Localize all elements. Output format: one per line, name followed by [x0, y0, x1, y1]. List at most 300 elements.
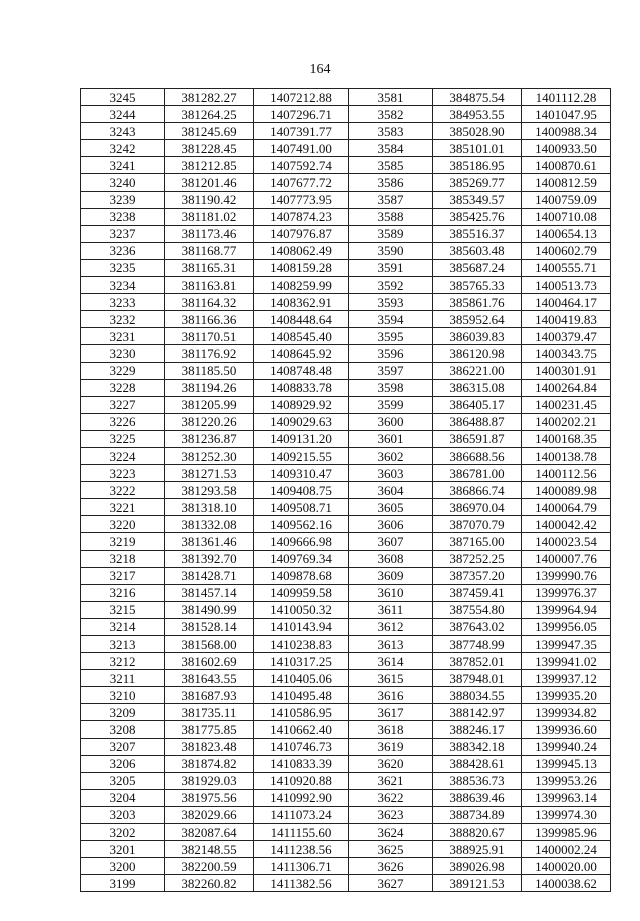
point-number-right-cell: 3586 — [349, 174, 433, 191]
y-coordinate-left-cell: 1408748.48 — [254, 362, 349, 379]
x-coordinate-left-cell: 381181.02 — [165, 208, 254, 225]
table-row — [81, 413, 611, 430]
table-row — [81, 841, 611, 858]
point-number-left-cell: 3199 — [81, 875, 165, 892]
y-coordinate-left-cell: 1408259.99 — [254, 277, 349, 294]
y-coordinate-right-cell: 1399947.35 — [522, 636, 611, 653]
point-number-left-cell: 3213 — [81, 636, 165, 653]
coordinates-table — [80, 88, 611, 892]
x-coordinate-left-cell: 381166.36 — [165, 311, 254, 328]
x-coordinate-right-cell: 388246.17 — [433, 721, 522, 738]
table-row — [81, 140, 611, 157]
y-coordinate-right-cell: 1400710.08 — [522, 208, 611, 225]
table-row — [81, 806, 611, 823]
point-number-left-cell: 3227 — [81, 396, 165, 413]
x-coordinate-right-cell: 386405.17 — [433, 396, 522, 413]
point-number-left-cell: 3210 — [81, 687, 165, 704]
table-row — [81, 430, 611, 447]
point-number-right-cell: 3614 — [349, 653, 433, 670]
point-number-left-cell: 3239 — [81, 191, 165, 208]
x-coordinate-right-cell: 388639.46 — [433, 789, 522, 806]
point-number-right-cell: 3606 — [349, 516, 433, 533]
point-number-left-cell: 3204 — [81, 789, 165, 806]
table-row — [81, 875, 611, 892]
x-coordinate-right-cell: 388734.89 — [433, 806, 522, 823]
table-row — [81, 174, 611, 191]
x-coordinate-left-cell: 381173.46 — [165, 225, 254, 242]
point-number-right-cell: 3627 — [349, 875, 433, 892]
y-coordinate-left-cell: 1411073.24 — [254, 806, 349, 823]
y-coordinate-right-cell: 1400064.79 — [522, 499, 611, 516]
y-coordinate-left-cell: 1409029.63 — [254, 413, 349, 430]
x-coordinate-left-cell: 382087.64 — [165, 824, 254, 841]
x-coordinate-left-cell: 381228.45 — [165, 140, 254, 157]
x-coordinate-right-cell: 386315.08 — [433, 379, 522, 396]
point-number-left-cell: 3218 — [81, 550, 165, 567]
point-number-right-cell: 3598 — [349, 379, 433, 396]
y-coordinate-right-cell: 1400870.61 — [522, 157, 611, 174]
x-coordinate-left-cell: 382200.59 — [165, 858, 254, 875]
point-number-right-cell: 3615 — [349, 670, 433, 687]
y-coordinate-left-cell: 1407773.95 — [254, 191, 349, 208]
x-coordinate-right-cell: 386488.87 — [433, 413, 522, 430]
y-coordinate-right-cell: 1399945.13 — [522, 755, 611, 772]
y-coordinate-left-cell: 1410833.39 — [254, 755, 349, 772]
point-number-right-cell: 3618 — [349, 721, 433, 738]
y-coordinate-right-cell: 1400042.42 — [522, 516, 611, 533]
table-row — [81, 499, 611, 516]
x-coordinate-left-cell: 382260.82 — [165, 875, 254, 892]
y-coordinate-left-cell: 1409878.68 — [254, 567, 349, 584]
table-row — [81, 106, 611, 123]
y-coordinate-right-cell: 1399956.05 — [522, 618, 611, 635]
x-coordinate-left-cell: 381176.92 — [165, 345, 254, 362]
y-coordinate-left-cell: 1407212.88 — [254, 89, 349, 106]
x-coordinate-left-cell: 381165.31 — [165, 259, 254, 276]
x-coordinate-left-cell: 381361.46 — [165, 533, 254, 550]
table-row — [81, 362, 611, 379]
table-row — [81, 824, 611, 841]
table-row — [81, 379, 611, 396]
point-number-right-cell: 3613 — [349, 636, 433, 653]
table-row — [81, 567, 611, 584]
point-number-right-cell: 3621 — [349, 772, 433, 789]
x-coordinate-right-cell: 386039.83 — [433, 328, 522, 345]
y-coordinate-left-cell: 1408645.92 — [254, 345, 349, 362]
x-coordinate-left-cell: 381168.77 — [165, 242, 254, 259]
point-number-left-cell: 3245 — [81, 89, 165, 106]
x-coordinate-right-cell: 385425.76 — [433, 208, 522, 225]
y-coordinate-left-cell: 1410746.73 — [254, 738, 349, 755]
y-coordinate-left-cell: 1409310.47 — [254, 465, 349, 482]
x-coordinate-right-cell: 388034.55 — [433, 687, 522, 704]
table-row — [81, 584, 611, 601]
y-coordinate-right-cell: 1400419.83 — [522, 311, 611, 328]
point-number-right-cell: 3624 — [349, 824, 433, 841]
y-coordinate-left-cell: 1408448.64 — [254, 311, 349, 328]
point-number-left-cell: 3207 — [81, 738, 165, 755]
point-number-left-cell: 3220 — [81, 516, 165, 533]
y-coordinate-right-cell: 1400231.45 — [522, 396, 611, 413]
x-coordinate-left-cell: 381293.58 — [165, 482, 254, 499]
y-coordinate-right-cell: 1400602.79 — [522, 242, 611, 259]
y-coordinate-left-cell: 1408362.91 — [254, 294, 349, 311]
x-coordinate-right-cell: 386688.56 — [433, 447, 522, 464]
y-coordinate-left-cell: 1409215.55 — [254, 447, 349, 464]
table-row — [81, 482, 611, 499]
x-coordinate-right-cell: 385516.37 — [433, 225, 522, 242]
x-coordinate-right-cell: 385765.33 — [433, 277, 522, 294]
point-number-left-cell: 3217 — [81, 567, 165, 584]
y-coordinate-left-cell: 1411238.56 — [254, 841, 349, 858]
point-number-left-cell: 3214 — [81, 618, 165, 635]
point-number-left-cell: 3222 — [81, 482, 165, 499]
x-coordinate-left-cell: 381201.46 — [165, 174, 254, 191]
point-number-left-cell: 3226 — [81, 413, 165, 430]
x-coordinate-left-cell: 381735.11 — [165, 704, 254, 721]
point-number-left-cell: 3225 — [81, 430, 165, 447]
x-coordinate-left-cell: 381602.69 — [165, 653, 254, 670]
y-coordinate-left-cell: 1411155.60 — [254, 824, 349, 841]
point-number-left-cell: 3200 — [81, 858, 165, 875]
y-coordinate-left-cell: 1409959.58 — [254, 584, 349, 601]
point-number-right-cell: 3581 — [349, 89, 433, 106]
point-number-right-cell: 3602 — [349, 447, 433, 464]
x-coordinate-right-cell: 385349.57 — [433, 191, 522, 208]
table-row — [81, 225, 611, 242]
y-coordinate-right-cell: 1400759.09 — [522, 191, 611, 208]
x-coordinate-left-cell: 381775.85 — [165, 721, 254, 738]
table-row — [81, 636, 611, 653]
x-coordinate-right-cell: 387165.00 — [433, 533, 522, 550]
table-row — [81, 738, 611, 755]
point-number-right-cell: 3623 — [349, 806, 433, 823]
x-coordinate-right-cell: 386120.98 — [433, 345, 522, 362]
x-coordinate-right-cell: 387852.01 — [433, 653, 522, 670]
table-row — [81, 242, 611, 259]
x-coordinate-left-cell: 381271.53 — [165, 465, 254, 482]
table-row — [81, 601, 611, 618]
x-coordinate-left-cell: 381185.50 — [165, 362, 254, 379]
x-coordinate-right-cell: 384875.54 — [433, 89, 522, 106]
y-coordinate-right-cell: 1401047.95 — [522, 106, 611, 123]
point-number-right-cell: 3588 — [349, 208, 433, 225]
point-number-left-cell: 3215 — [81, 601, 165, 618]
point-number-left-cell: 3241 — [81, 157, 165, 174]
y-coordinate-right-cell: 1399985.96 — [522, 824, 611, 841]
point-number-left-cell: 3234 — [81, 277, 165, 294]
point-number-left-cell: 3235 — [81, 259, 165, 276]
y-coordinate-right-cell: 1400264.84 — [522, 379, 611, 396]
table-row — [81, 516, 611, 533]
table-row — [81, 858, 611, 875]
y-coordinate-right-cell: 1400007.76 — [522, 550, 611, 567]
coordinates-table-body — [81, 89, 611, 892]
point-number-right-cell: 3600 — [349, 413, 433, 430]
x-coordinate-right-cell: 387643.02 — [433, 618, 522, 635]
point-number-right-cell: 3607 — [349, 533, 433, 550]
point-number-right-cell: 3619 — [349, 738, 433, 755]
point-number-left-cell: 3237 — [81, 225, 165, 242]
y-coordinate-right-cell: 1399937.12 — [522, 670, 611, 687]
x-coordinate-left-cell: 381194.26 — [165, 379, 254, 396]
x-coordinate-left-cell: 381282.27 — [165, 89, 254, 106]
x-coordinate-right-cell: 387070.79 — [433, 516, 522, 533]
y-coordinate-left-cell: 1408545.40 — [254, 328, 349, 345]
y-coordinate-left-cell: 1409131.20 — [254, 430, 349, 447]
point-number-left-cell: 3221 — [81, 499, 165, 516]
x-coordinate-left-cell: 381236.87 — [165, 430, 254, 447]
x-coordinate-right-cell: 388428.61 — [433, 755, 522, 772]
y-coordinate-left-cell: 1407296.71 — [254, 106, 349, 123]
table-row — [81, 653, 611, 670]
table-row — [81, 396, 611, 413]
y-coordinate-right-cell: 1400812.59 — [522, 174, 611, 191]
y-coordinate-left-cell: 1411382.56 — [254, 875, 349, 892]
point-number-left-cell: 3244 — [81, 106, 165, 123]
y-coordinate-right-cell: 1400089.98 — [522, 482, 611, 499]
y-coordinate-right-cell: 1399941.02 — [522, 653, 611, 670]
point-number-right-cell: 3590 — [349, 242, 433, 259]
table-row — [81, 345, 611, 362]
x-coordinate-right-cell: 386221.00 — [433, 362, 522, 379]
table-row — [81, 789, 611, 806]
point-number-left-cell: 3228 — [81, 379, 165, 396]
x-coordinate-left-cell: 381392.70 — [165, 550, 254, 567]
y-coordinate-right-cell: 1401112.28 — [522, 89, 611, 106]
x-coordinate-left-cell: 381457.14 — [165, 584, 254, 601]
y-coordinate-left-cell: 1408929.92 — [254, 396, 349, 413]
x-coordinate-left-cell: 381252.30 — [165, 447, 254, 464]
y-coordinate-right-cell: 1400301.91 — [522, 362, 611, 379]
x-coordinate-right-cell: 387948.01 — [433, 670, 522, 687]
x-coordinate-right-cell: 388820.67 — [433, 824, 522, 841]
point-number-left-cell: 3202 — [81, 824, 165, 841]
y-coordinate-right-cell: 1399940.24 — [522, 738, 611, 755]
point-number-left-cell: 3216 — [81, 584, 165, 601]
y-coordinate-right-cell: 1400654.13 — [522, 225, 611, 242]
x-coordinate-right-cell: 387554.80 — [433, 601, 522, 618]
y-coordinate-right-cell: 1399936.60 — [522, 721, 611, 738]
y-coordinate-right-cell: 1400038.62 — [522, 875, 611, 892]
y-coordinate-right-cell: 1400202.21 — [522, 413, 611, 430]
y-coordinate-left-cell: 1410495.48 — [254, 687, 349, 704]
point-number-right-cell: 3603 — [349, 465, 433, 482]
point-number-right-cell: 3593 — [349, 294, 433, 311]
y-coordinate-right-cell: 1400513.73 — [522, 277, 611, 294]
x-coordinate-right-cell: 388536.73 — [433, 772, 522, 789]
x-coordinate-left-cell: 381643.55 — [165, 670, 254, 687]
point-number-right-cell: 3591 — [349, 259, 433, 276]
point-number-left-cell: 3243 — [81, 123, 165, 140]
x-coordinate-left-cell: 381332.08 — [165, 516, 254, 533]
table-row — [81, 687, 611, 704]
point-number-left-cell: 3232 — [81, 311, 165, 328]
table-row — [81, 208, 611, 225]
x-coordinate-right-cell: 385687.24 — [433, 259, 522, 276]
y-coordinate-left-cell: 1409562.16 — [254, 516, 349, 533]
point-number-left-cell: 3238 — [81, 208, 165, 225]
y-coordinate-right-cell: 1400002.24 — [522, 841, 611, 858]
x-coordinate-left-cell: 382029.66 — [165, 806, 254, 823]
point-number-right-cell: 3601 — [349, 430, 433, 447]
y-coordinate-right-cell: 1399953.26 — [522, 772, 611, 789]
point-number-right-cell: 3609 — [349, 567, 433, 584]
y-coordinate-left-cell: 1407491.00 — [254, 140, 349, 157]
table-row — [81, 618, 611, 635]
y-coordinate-left-cell: 1408159.28 — [254, 259, 349, 276]
y-coordinate-right-cell: 1400464.17 — [522, 294, 611, 311]
y-coordinate-left-cell: 1410586.95 — [254, 704, 349, 721]
x-coordinate-left-cell: 381212.85 — [165, 157, 254, 174]
point-number-left-cell: 3208 — [81, 721, 165, 738]
point-number-right-cell: 3595 — [349, 328, 433, 345]
x-coordinate-right-cell: 385861.76 — [433, 294, 522, 311]
y-coordinate-left-cell: 1410920.88 — [254, 772, 349, 789]
point-number-right-cell: 3584 — [349, 140, 433, 157]
y-coordinate-left-cell: 1407976.87 — [254, 225, 349, 242]
x-coordinate-right-cell: 385028.90 — [433, 123, 522, 140]
x-coordinate-left-cell: 381568.00 — [165, 636, 254, 653]
y-coordinate-right-cell: 1399934.82 — [522, 704, 611, 721]
x-coordinate-left-cell: 381687.93 — [165, 687, 254, 704]
y-coordinate-left-cell: 1408833.78 — [254, 379, 349, 396]
point-number-right-cell: 3592 — [349, 277, 433, 294]
point-number-left-cell: 3223 — [81, 465, 165, 482]
y-coordinate-left-cell: 1410992.90 — [254, 789, 349, 806]
x-coordinate-left-cell: 381318.10 — [165, 499, 254, 516]
table-row — [81, 294, 611, 311]
table-row — [81, 704, 611, 721]
x-coordinate-right-cell: 389121.53 — [433, 875, 522, 892]
y-coordinate-right-cell: 1400112.56 — [522, 465, 611, 482]
point-number-left-cell: 3206 — [81, 755, 165, 772]
table-row — [81, 157, 611, 174]
y-coordinate-right-cell: 1399990.76 — [522, 567, 611, 584]
point-number-left-cell: 3224 — [81, 447, 165, 464]
table-row — [81, 328, 611, 345]
x-coordinate-right-cell: 385269.77 — [433, 174, 522, 191]
x-coordinate-left-cell: 382148.55 — [165, 841, 254, 858]
x-coordinate-right-cell: 388925.91 — [433, 841, 522, 858]
point-number-left-cell: 3201 — [81, 841, 165, 858]
y-coordinate-left-cell: 1409666.98 — [254, 533, 349, 550]
y-coordinate-right-cell: 1400379.47 — [522, 328, 611, 345]
point-number-right-cell: 3583 — [349, 123, 433, 140]
y-coordinate-left-cell: 1409408.75 — [254, 482, 349, 499]
table-row — [81, 772, 611, 789]
y-coordinate-left-cell: 1410050.32 — [254, 601, 349, 618]
y-coordinate-right-cell: 1400020.00 — [522, 858, 611, 875]
x-coordinate-right-cell: 385101.01 — [433, 140, 522, 157]
x-coordinate-left-cell: 381823.48 — [165, 738, 254, 755]
table-row — [81, 550, 611, 567]
point-number-left-cell: 3229 — [81, 362, 165, 379]
table-row — [81, 533, 611, 550]
table-row — [81, 311, 611, 328]
point-number-right-cell: 3611 — [349, 601, 433, 618]
x-coordinate-left-cell: 381428.71 — [165, 567, 254, 584]
y-coordinate-right-cell: 1399976.37 — [522, 584, 611, 601]
table-row — [81, 191, 611, 208]
x-coordinate-right-cell: 385952.64 — [433, 311, 522, 328]
x-coordinate-left-cell: 381874.82 — [165, 755, 254, 772]
point-number-right-cell: 3587 — [349, 191, 433, 208]
x-coordinate-left-cell: 381163.81 — [165, 277, 254, 294]
y-coordinate-right-cell: 1400168.35 — [522, 430, 611, 447]
x-coordinate-right-cell: 387748.99 — [433, 636, 522, 653]
table-row — [81, 89, 611, 106]
x-coordinate-left-cell: 381170.51 — [165, 328, 254, 345]
point-number-right-cell: 3620 — [349, 755, 433, 772]
point-number-right-cell: 3596 — [349, 345, 433, 362]
x-coordinate-left-cell: 381205.99 — [165, 396, 254, 413]
y-coordinate-left-cell: 1408062.49 — [254, 242, 349, 259]
point-number-right-cell: 3610 — [349, 584, 433, 601]
point-number-right-cell: 3622 — [349, 789, 433, 806]
point-number-right-cell: 3585 — [349, 157, 433, 174]
point-number-right-cell: 3626 — [349, 858, 433, 875]
x-coordinate-right-cell: 385603.48 — [433, 242, 522, 259]
point-number-left-cell: 3240 — [81, 174, 165, 191]
y-coordinate-left-cell: 1410238.83 — [254, 636, 349, 653]
y-coordinate-left-cell: 1410405.06 — [254, 670, 349, 687]
point-number-left-cell: 3209 — [81, 704, 165, 721]
point-number-right-cell: 3594 — [349, 311, 433, 328]
x-coordinate-left-cell: 381490.99 — [165, 601, 254, 618]
y-coordinate-left-cell: 1410143.94 — [254, 618, 349, 635]
x-coordinate-left-cell: 381245.69 — [165, 123, 254, 140]
page-number: 164 — [309, 62, 331, 77]
y-coordinate-right-cell: 1400555.71 — [522, 259, 611, 276]
y-coordinate-left-cell: 1410662.40 — [254, 721, 349, 738]
x-coordinate-right-cell: 386591.87 — [433, 430, 522, 447]
table-row — [81, 123, 611, 140]
x-coordinate-right-cell: 386781.00 — [433, 465, 522, 482]
table-row — [81, 721, 611, 738]
y-coordinate-right-cell: 1399963.14 — [522, 789, 611, 806]
table-row — [81, 465, 611, 482]
table-row — [81, 277, 611, 294]
x-coordinate-right-cell: 387252.25 — [433, 550, 522, 567]
x-coordinate-right-cell: 386970.04 — [433, 499, 522, 516]
point-number-right-cell: 3608 — [349, 550, 433, 567]
y-coordinate-left-cell: 1407391.77 — [254, 123, 349, 140]
point-number-left-cell: 3236 — [81, 242, 165, 259]
y-coordinate-right-cell: 1399935.20 — [522, 687, 611, 704]
point-number-right-cell: 3612 — [349, 618, 433, 635]
y-coordinate-right-cell: 1399964.94 — [522, 601, 611, 618]
y-coordinate-left-cell: 1409508.71 — [254, 499, 349, 516]
y-coordinate-right-cell: 1400138.78 — [522, 447, 611, 464]
x-coordinate-left-cell: 381528.14 — [165, 618, 254, 635]
point-number-right-cell: 3589 — [349, 225, 433, 242]
y-coordinate-right-cell: 1400023.54 — [522, 533, 611, 550]
x-coordinate-right-cell: 384953.55 — [433, 106, 522, 123]
x-coordinate-right-cell: 389026.98 — [433, 858, 522, 875]
point-number-right-cell: 3599 — [349, 396, 433, 413]
y-coordinate-left-cell: 1409769.34 — [254, 550, 349, 567]
point-number-right-cell: 3582 — [349, 106, 433, 123]
y-coordinate-right-cell: 1400343.75 — [522, 345, 611, 362]
point-number-right-cell: 3604 — [349, 482, 433, 499]
point-number-left-cell: 3203 — [81, 806, 165, 823]
point-number-right-cell: 3625 — [349, 841, 433, 858]
y-coordinate-left-cell: 1407592.74 — [254, 157, 349, 174]
x-coordinate-left-cell: 381164.32 — [165, 294, 254, 311]
table-row — [81, 755, 611, 772]
x-coordinate-right-cell: 387357.20 — [433, 567, 522, 584]
